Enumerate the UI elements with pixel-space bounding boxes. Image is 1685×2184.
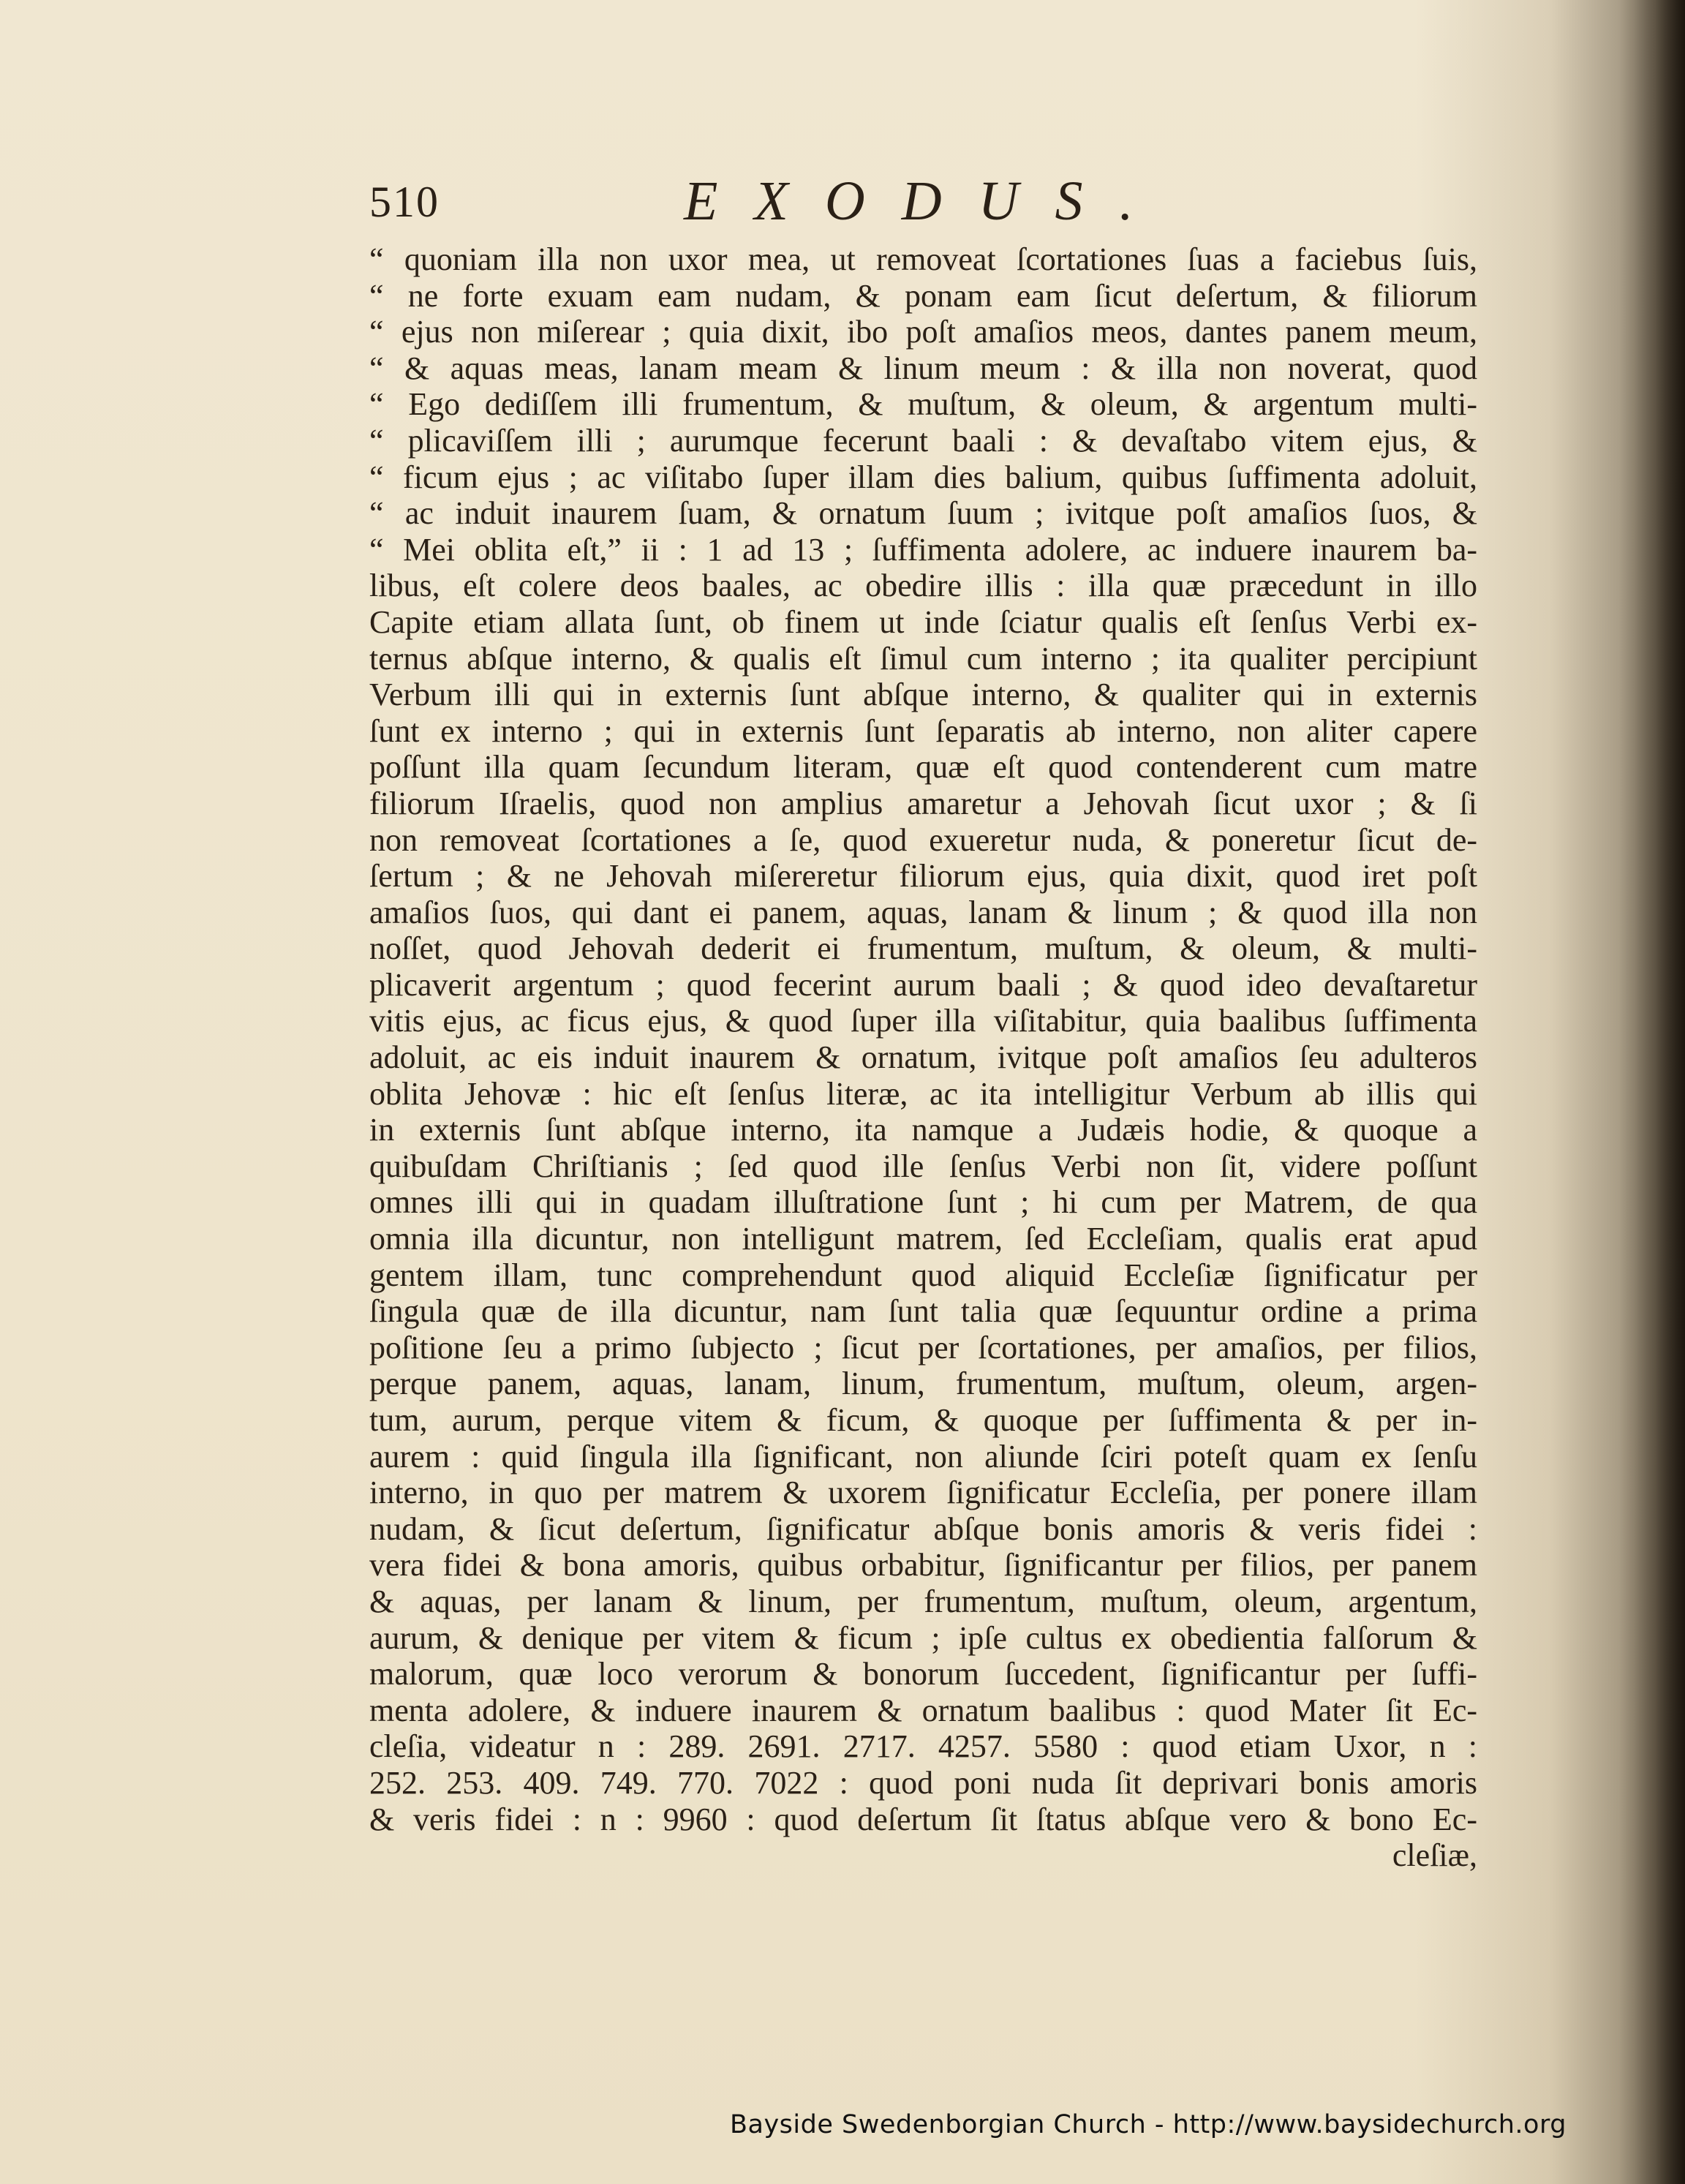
text-line: quibuſdam Chriſtianis ; ſed quod ille ſenſus Verbi non ſit, videre poſſunt (369, 1148, 1477, 1184)
text-line: cleſia, videatur n : 289. 2691. 2717. 4257. 5580 : quod etiam Uxor, n : (369, 1728, 1477, 1765)
text-line: plicaverit argentum ; quod fecerint aurum baali ; & quod ideo devaſtaretur (369, 966, 1477, 1003)
text-line: Capite etiam allata ſunt, ob finem ut inde ſciatur qualis eſt ſenſus Verbi ex- (369, 603, 1477, 640)
text-line: Verbum illi qui in externis ſunt abſque interno, & qualiter qui in externis (369, 677, 1477, 713)
text-line: malorum, quæ loco verorum & bonorum ſuccedent, ſignificantur per ſuffi- (369, 1656, 1477, 1692)
text-line: libus, eſt colere deos baales, ac obedire illis : illa quæ præcedunt in illo (369, 568, 1477, 604)
page-number: 510 (369, 178, 440, 226)
text-line: oblita Jehovæ : hic eſt ſenſus literæ, ac ita intelligitur Verbum ab illis qui (369, 1075, 1477, 1112)
text-line: “ ficum ejus ; ac viſitabo ſuper illam dies balium, quibus ſuffimenta adoluit, (369, 459, 1477, 495)
running-title: EXODUS. (684, 170, 1170, 232)
catchword-line: cleſiæ, (1392, 1837, 1477, 1874)
text-line: ſunt ex interno ; qui in externis ſunt ſeparatis ab interno, non aliter capere (369, 712, 1477, 749)
text-line: “ ejus non miſerear ; quia dixit, ibo poſt amaſios meos, dantes panem meum, (369, 314, 1477, 350)
text-line: “ & aquas meas, lanam meam & linum meum : & illa non noverat, quod (369, 350, 1477, 386)
text-line: aurum, & denique per vitem & ficum ; ipſe cultus ex obedientia falſorum & (369, 1619, 1477, 1656)
text-line: & veris fidei : n : 9960 : quod deſertum ſit ſtatus abſque vero & bono Ec- (369, 1801, 1477, 1837)
page-header (369, 170, 1481, 236)
text-line: omnia illa dicuntur, non intelligunt matrem, ſed Eccleſiam, qualis erat apud (369, 1221, 1477, 1257)
text-line: vitis ejus, ac ficus ejus, & quod ſuper illa viſitabitur, quia baalibus ſuffimenta (369, 1003, 1477, 1039)
text-line: “ plicaviſſem illi ; aurumque fecerunt baali : & devaſtabo vitem ejus, & (369, 422, 1477, 459)
binding-shadow (1619, 0, 1685, 2184)
text-line: amaſios ſuos, qui dant ei panem, aquas, lanam & linum ; & quod illa non (369, 894, 1477, 930)
text-line: aurem : quid ſingula illa ſignificant, non aliunde ſciri poteſt quam ex ſenſu (369, 1438, 1477, 1475)
text-line: vera fidei & bona amoris, quibus orbabitur, ſignificantur per filios, per panem (369, 1547, 1477, 1584)
text-line: poſſunt illa quam ſecundum literam, quæ eſt quod contenderent cum matre (369, 749, 1477, 786)
text-line: “ ne forte exuam eam nudam, & ponam eam ſicut deſertum, & filiorum (369, 277, 1477, 314)
text-line: menta adolere, & induere inaurem & ornatum baalibus : quod Mater ſit Ec- (369, 1692, 1477, 1728)
text-line: “ Mei oblita eſt,” ii : 1 ad 13 ; ſuffimenta adolere, ac induere inaurem ba- (369, 531, 1477, 568)
text-line: interno, in quo per matrem & uxorem ſignificatur Eccleſia, per ponere illam (369, 1475, 1477, 1511)
text-line: nudam, & ſicut deſertum, ſignificatur abſque bonis amoris & veris fidei : (369, 1510, 1477, 1547)
source-credit: Bayside Swedenborgian Church - http://www.baysidechurch.org (730, 2110, 1567, 2139)
text-line: gentem illam, tunc comprehendunt quod aliquid Eccleſiæ ſignificatur per (369, 1257, 1477, 1293)
text-line: omnes illi qui in quadam illuſtratione ſunt ; hi cum per Matrem, de qua (369, 1184, 1477, 1221)
text-line: “ Ego dediſſem illi frumentum, & muſtum, & oleum, & argentum multi- (369, 386, 1477, 423)
body-text (369, 241, 1477, 1874)
text-line: ſertum ; & ne Jehovah miſereretur filiorum ejus, quia dixit, quod iret poſt (369, 858, 1477, 895)
text-line: ſingula quæ de illa dicuntur, nam ſunt talia quæ ſequuntur ordine a prima (369, 1293, 1477, 1330)
text-line: “ ac induit inaurem ſuam, & ornatum ſuum ; ivitque poſt amaſios ſuos, & (369, 495, 1477, 532)
text-line: poſitione ſeu a primo ſubjecto ; ſicut per ſcortationes, per amaſios, per filios, (369, 1329, 1477, 1366)
text-line: 252. 253. 409. 749. 770. 7022 : quod poni nuda ſit deprivari bonis amoris (369, 1764, 1477, 1801)
text-line: perque panem, aquas, lanam, linum, frumentum, muſtum, oleum, argen- (369, 1366, 1477, 1402)
text-line: tum, aurum, perque vitem & ficum, & quoque per ſuffimenta & per in- (369, 1402, 1477, 1438)
text-line: ternus abſque interno, & qualis eſt ſimul cum interno ; ita qualiter percipiunt (369, 640, 1477, 677)
text-line: in externis ſunt abſque interno, ita namque a Judæis hodie, & quoque a (369, 1112, 1477, 1148)
text-line: non removeat ſcortationes a ſe, quod exueretur nuda, & poneretur ſicut de- (369, 821, 1477, 858)
text-line: adoluit, ac eis induit inaurem & ornatum, ivitque poſt amaſios ſeu adulteros (369, 1039, 1477, 1076)
text-line: noſſet, quod Jehovah dederit ei frumentum, muſtum, & oleum, & multi- (369, 930, 1477, 967)
text-line: “ quoniam illa non uxor mea, ut removeat ſcortationes ſuas a faciebus ſuis, (369, 241, 1477, 277)
text-line: filiorum Iſraelis, quod non amplius amaretur a Jehovah ſicut uxor ; & ſi (369, 785, 1477, 821)
text-line: & aquas, per lanam & linum, per frumentum, muſtum, oleum, argentum, (369, 1583, 1477, 1619)
